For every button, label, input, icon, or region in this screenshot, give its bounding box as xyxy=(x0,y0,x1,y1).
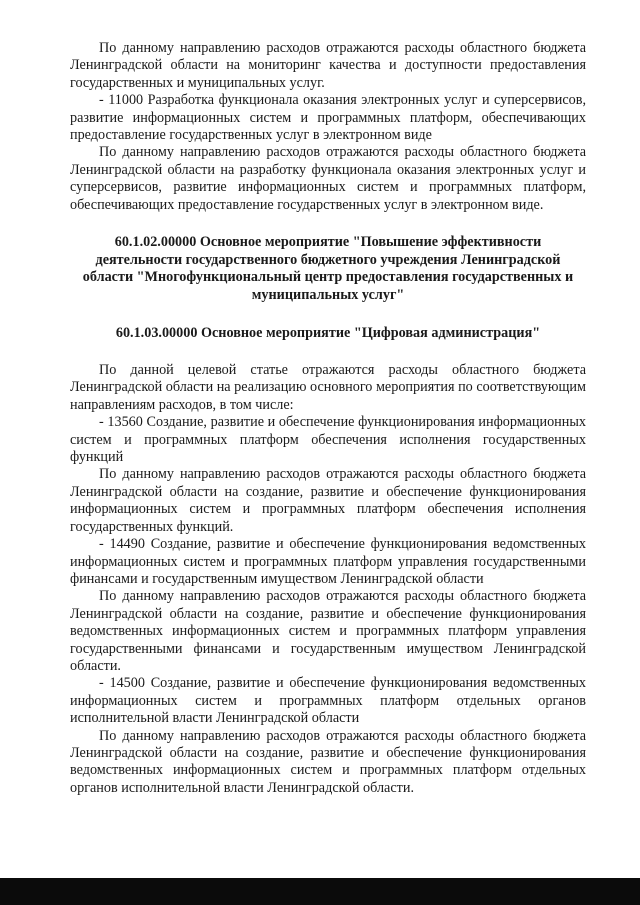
section-heading-60-1-03: 60.1.03.00000 Основное мероприятие "Цифровая администрация" xyxy=(115,325,541,342)
paragraph: По данному направлению расходов отражаются расходы областного бюджета Ленинградской области на разработку функционала оказания электронных услуг и суперсервисов, развитие информационных систем и программных платформ, обеспечивающих предоставление государственных услуг в электронном виде. xyxy=(70,144,586,213)
document-body xyxy=(70,40,586,797)
list-item-code-14500: - 14500 Создание, развитие и обеспечение функционирования ведомственных информационных систем и программных платформ отдельных органов исполнительной власти Ленинградской области xyxy=(70,675,586,727)
section-heading-60-1-02: 60.1.02.00000 Основное мероприятие "Повышение эффективности деятельности государственного бюджетного учреждения Ленинградской области "Многофункциональный центр предоставления государственных и муниципальных услуг" xyxy=(82,234,574,303)
list-item-code-11000: - 11000 Разработка функционала оказания электронных услуг и суперсервисов, развитие информационных систем и программных платформ, обеспечивающих предоставление государственных услуг в электронном виде xyxy=(70,92,586,144)
paragraph: По данному направлению расходов отражаются расходы областного бюджета Ленинградской области на создание, развитие и обеспечение функционирования информационных систем и программных платформ обеспечения исполнения государственных функций. xyxy=(70,466,586,535)
paragraph: По данному направлению расходов отражаются расходы областного бюджета Ленинградской области на создание, развитие и обеспечение функционирования ведомственных информационных систем и программных платформ управления государственными финансами и государственным имуществом Ленинградской области. xyxy=(70,588,586,674)
list-item-code-13560: - 13560 Создание, развитие и обеспечение функционирования информационных систем и программных платформ обеспечения исполнения государственных функций xyxy=(70,414,586,466)
paragraph: По данному направлению расходов отражаются расходы областного бюджета Ленинградской области на мониторинг качества и доступности предоставления государственных и муниципальных услуг. xyxy=(70,40,586,91)
list-item-code-14490: - 14490 Создание, развитие и обеспечение функционирования ведомственных информационных систем и программных платформ управления государственными финансами и государственным имуществом Ленинградской области xyxy=(70,536,586,587)
scan-bottom-edge xyxy=(0,878,640,905)
paragraph: По данной целевой статье отражаются расходы областного бюджета Ленинградской области на реализацию основного мероприятия по соответствующим направлениям расходов, в том числе: xyxy=(70,362,586,413)
paragraph: По данному направлению расходов отражаются расходы областного бюджета Ленинградской области на создание, развитие и обеспечение функционирования ведомственных информационных систем и программных платформ отдельных органов исполнительной власти Ленинградской области. xyxy=(70,727,586,796)
